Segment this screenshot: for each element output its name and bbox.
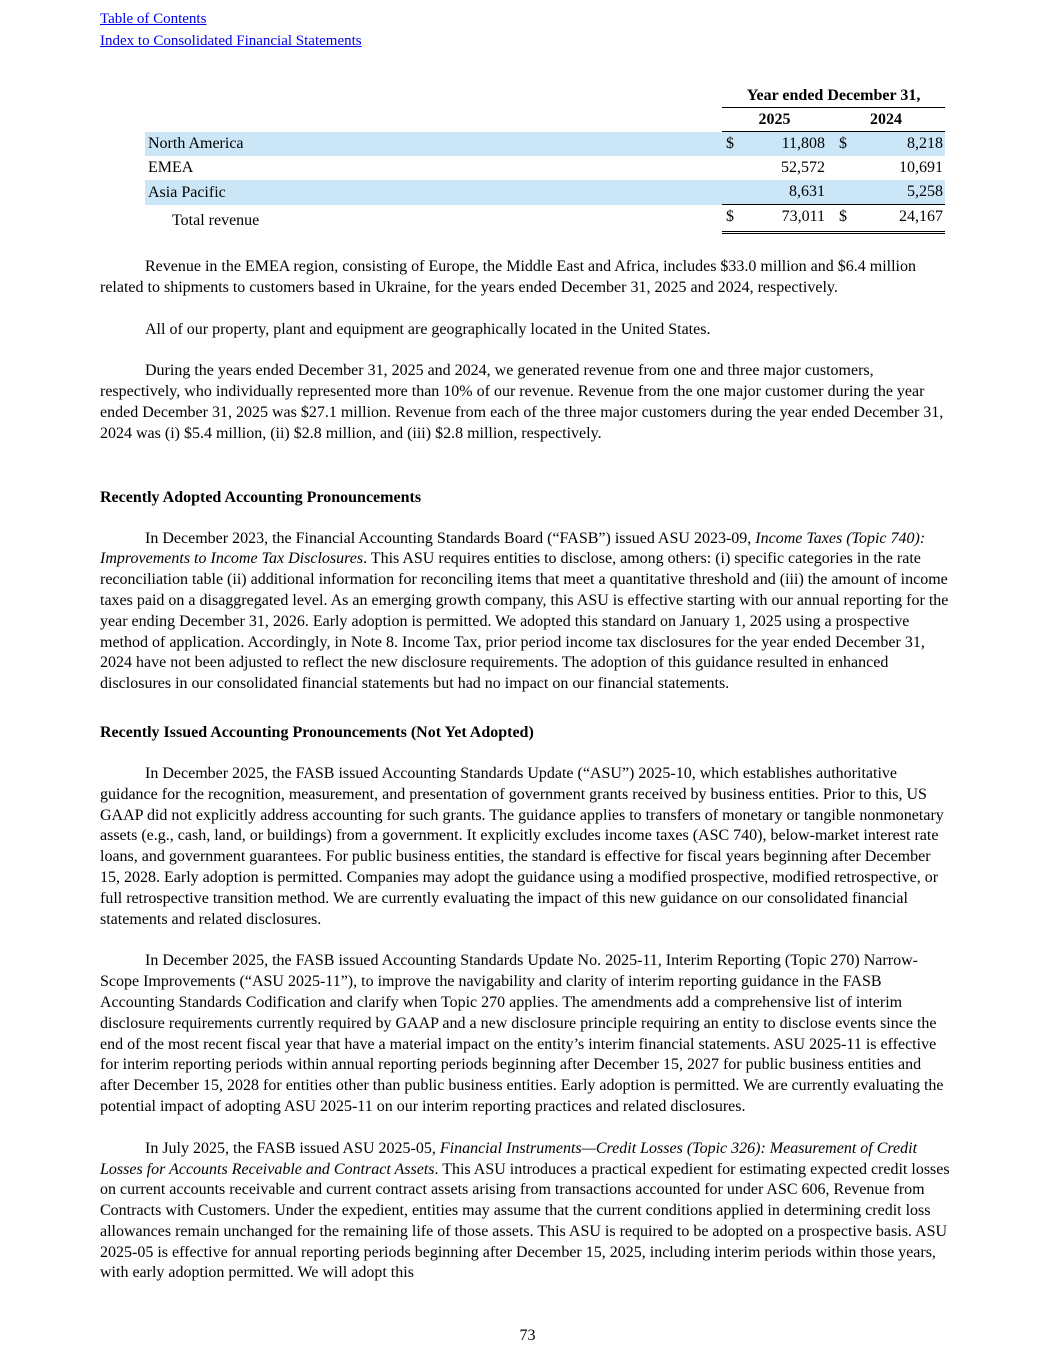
value-2025: 11,808: [742, 132, 827, 157]
link-index-to-consolidated-financial-statements[interactable]: Index to Consolidated Financial Statements: [100, 33, 362, 49]
value-2024: 10,691: [899, 159, 944, 176]
paragraph-asu-2025-11: In December 2025, the FASB issued Accounting Standards Update No. 2025-11, Interim Reporting (Topic 270) Narrow-Scope Improvements (“ASU 2025-11”), to improve the navigability and clarity of interim reporting guidance in the FASB Accounting Standards Codification and clarify when Topic 270 applies. The amendments add a comprehensive list of interim disclosure requirements currently required by GAAP and a new disclosure principle requiring an entity to disclose events since the end of the most recent fiscal year that have a material impact on the entity’s interim financial statements. ASU 2025-11 is effective for interim reporting periods within annual reporting periods beginning after December 15, 2027 for public business entities and after December 15, 2028 for entities other than public business entities. Early adoption is permitted. We are currently evaluating the potential impact of adopting ASU 2025-11 on our interim reporting practices and related disclosures.: [100, 952, 944, 1115]
paragraph-major-customers: During the years ended December 31, 2025 and 2024, we generated revenue from one and three major customers, respectively, who individually represented more than 10% of our revenue. Revenue from the one major customer during the year ended December 31, 2025 was $27.1 million. Revenue from each of the three major customers during the year ended December 31, 2024 was (i) $5.4 million, (ii) $2.8 million, and (iii) $2.8 million, respectively.: [100, 362, 944, 442]
paragraph-emea-ukraine-revenue: Revenue in the EMEA region, consisting of Europe, the Middle East and Africa, includes $33.0 million and $6.4 million related to shipments to customers based in Ukraine, for the years ended December 31, 2025 and 2024, respectively.: [100, 258, 916, 296]
currency-symbol: $: [722, 205, 742, 233]
heading-recently-issued-pronouncements: Recently Issued Accounting Pronouncements (Not Yet Adopted): [100, 723, 534, 741]
asu-title-italic: Financial Instruments—Credit Losses (Topic 326): Measurement of Credit Losses for Accounts Receivable and Contract Assets: [100, 1139, 918, 1178]
value-2025: 52,572: [781, 159, 825, 176]
currency-symbol: [722, 180, 742, 205]
table-period-header: Year ended December 31,: [722, 84, 945, 108]
currency-symbol: [827, 156, 859, 180]
paragraph-asu-2025-10: In December 2025, the FASB issued Accounting Standards Update (“ASU”) 2025-10, which establishes authoritative guidance for the recognition, measurement, and presentation of government grants received by business entities. Prior to this, US GAAP did not explicitly address accounting for such grants. The guidance applies to transfers of monetary or tangible nonmonetary assets (e.g., cash, land, or buildings) from a government. It explicitly excludes income taxes (ASC 740), below-market interest rate loans, and government guarantees. For public business entities, the standard is effective for fiscal years beginning after December 15, 2028. Early adoption is permitted. Companies may adopt the guidance using a modified prospective, modified retrospective, or full retrospective transition method. We are currently evaluating the impact of this new guidance on our consolidated financial statements and related disclosures.: [100, 764, 944, 928]
table-row-emea: [145, 156, 945, 180]
column-header-2025: 2025: [722, 108, 827, 132]
note-body-text: [100, 257, 950, 1284]
currency-symbol: $: [827, 205, 859, 233]
link-table-of-contents[interactable]: Table of Contents: [100, 11, 207, 27]
table-row-total-revenue: [145, 205, 945, 233]
paragraph-text: In December 2023, the Financial Accounting Standards Board (“FASB”) issued ASU 2023-09,: [145, 529, 756, 547]
currency-symbol: $: [722, 132, 742, 157]
row-label: North America: [145, 132, 722, 157]
paragraph-asu-2025-05: [100, 1139, 950, 1285]
column-header-2024: 2024: [827, 108, 945, 132]
value-2024: 8,218: [859, 132, 945, 157]
paragraph-property-location: All of our property, plant and equipment are geographically located in the United States.: [145, 320, 711, 338]
value-2024: 24,167: [859, 205, 945, 233]
asu-title-italic: Income Taxes (Topic 740): Improvements to Income Tax Disclosures: [100, 529, 926, 568]
page-number: 73: [519, 1327, 536, 1344]
table-period-header-row: [145, 84, 945, 108]
value-2024: 5,258: [859, 180, 945, 205]
currency-symbol: $: [827, 132, 859, 157]
row-label: Total revenue: [172, 211, 260, 229]
paragraph-text: . This ASU requires entities to disclose, among others: (i) specific categories in the rate reconciliation table (ii) additional information for reconciling items that meet a quantitative threshold and (iii) the amount of income taxes paid on a disaggregated level. As an emerging growth company, this ASU is effective starting with our annual reporting for the year ending December 31, 2026. Early adoption is permitted. We adopted this standard on January 1, 2025 using a prospective method of application. Accordingly, in Note 8. Income Tax, prior period income tax disclosures for the year ended December 31, 2024 have not been adjusted to reflect the new disclosure requirements. The adoption of this guidance resulted in enhanced disclosures in our consolidated financial statements but had no impact on our financial statements.: [100, 550, 949, 693]
revenue-by-region-table: [145, 84, 945, 234]
paragraph-text: . This ASU introduces a practical expedient for estimating expected credit losses on current accounts receivable and current contract assets arising from transactions accounted for under ASC 606, Revenue from Contracts with Customers. Under the expedient, entities may assume that the current conditions applied in determining credit loss allowances remain unchanged for the remaining life of those assets. This ASU is required to be adopted on a prospective basis. ASU 2025-05 is effective for annual reporting periods beginning after December 15, 2025, including interim periods within those years, with early adoption permitted. We will adopt this: [100, 1160, 950, 1282]
row-label: Asia Pacific: [145, 180, 722, 205]
currency-symbol: [722, 156, 742, 180]
table-row-north-america: [145, 132, 945, 157]
header-links: [100, 8, 950, 52]
value-2025: 8,631: [742, 180, 827, 205]
row-label: EMEA: [148, 159, 194, 176]
table-row-asia-pacific: [145, 180, 945, 205]
paragraph-text: In July 2025, the FASB issued ASU 2025-05,: [145, 1139, 440, 1157]
heading-recently-adopted-pronouncements: Recently Adopted Accounting Pronouncements: [100, 488, 422, 506]
value-2025: 73,011: [742, 205, 827, 233]
currency-symbol: [827, 180, 859, 205]
paragraph-asu-2023-09: [100, 529, 950, 695]
table-year-header-row: [145, 108, 945, 132]
